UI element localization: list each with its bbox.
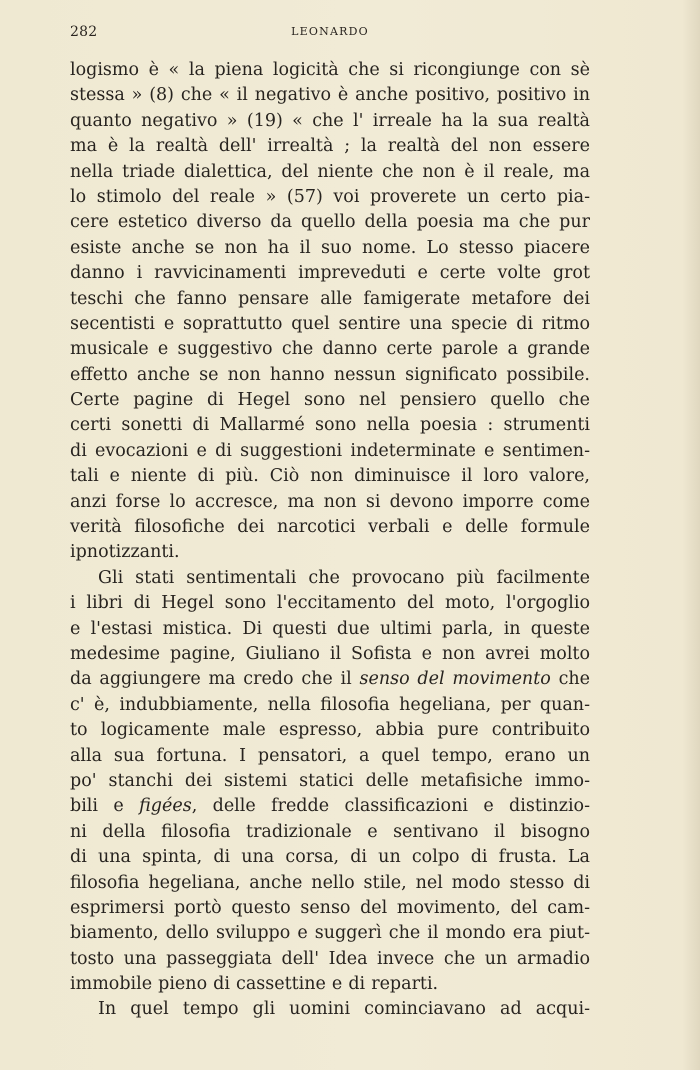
text-line: tosto una passeggiata dell' Idea invece che un armadio (70, 948, 590, 969)
text-line: esiste anche se non ha il suo nome. Lo stesso piacere (70, 237, 590, 258)
text-line: di una spinta, di una corsa, di un colpo di frusta. La (70, 847, 590, 868)
text-line: logismo è « la piena logicità che si ricongiunge con sè (70, 60, 590, 80)
text-line: ma è la realtà dell' irrealtà ; la realtà del non essere (70, 136, 590, 157)
page-header (70, 24, 590, 42)
text-line: di evocazioni e di suggestioni indeterminate e sentimen- (70, 440, 590, 461)
text-line: danno i ravvicinamenti impreveduti e certe volte grot (70, 263, 590, 284)
text-line: c' è, indubbiamente, nella filosofia hegeliana, per quan- (70, 694, 590, 715)
text-line: Certe pagine di Hegel sono nel pensiero quello che (70, 390, 590, 411)
text-line: lo stimolo del reale » (57) voi proverete un certo pia- (70, 186, 590, 207)
italic-word: figées (139, 796, 192, 817)
text-line: ipnotizzanti. (70, 542, 180, 563)
text-line: effetto anche se non hanno nessun significato possibile. (70, 364, 590, 385)
text-line: verità filosofiche dei narcotici verbali e delle formule (70, 517, 590, 538)
text-line: certi sonetti di Mallarmé sono nella poesia : strumenti (70, 415, 590, 436)
text-fragment: che (550, 669, 590, 690)
text-line: immobile pieno di cassettine e di reparti. (70, 974, 439, 995)
italic-phrase: senso del movimento (359, 669, 551, 690)
text-line: medesime pagine, Giuliano il Sofista e non avrei molto (70, 643, 590, 664)
text-line: nella triade dialettica, del niente che non è il reale, ma (70, 161, 590, 182)
text-fragment: da aggiungere ma credo che il (70, 669, 360, 690)
text-line: stessa » (8) che « il negativo è anche positivo, positivo in (70, 85, 590, 106)
text-line: anzi forse lo accresce, ma non si devono imporre come (70, 491, 590, 512)
paragraph-first-line: Gli stati sentimentali che provocano più facilmente (98, 567, 590, 588)
text-line: alla sua fortuna. I pensatori, a quel tempo, erano un (70, 745, 590, 766)
text-line-with-italic (70, 667, 590, 692)
text-line: secentisti e soprattutto quel sentire una specie di ritmo (70, 313, 590, 334)
text-line: to logicamente male espresso, abbia pure contribuito (70, 720, 590, 741)
text-line: musicale e suggestivo che danno certe parole a grande (70, 339, 590, 360)
running-head: LEONARDO (291, 25, 369, 38)
text-line: cere estetico diverso da quello della poesia ma che pur (70, 212, 590, 233)
paragraph-first-line: In quel tempo gli uomini cominciavano ad acqui- (98, 999, 590, 1020)
text-line: e l'estasi mistica. Di questi due ultimi parla, in queste (70, 618, 590, 639)
page-number: 282 (70, 24, 98, 40)
text-line: i libri di Hegel sono l'eccitamento del moto, l'orgoglio (70, 593, 590, 614)
text-line: biamento, dello sviluppo e suggerì che il mondo era piut- (70, 923, 590, 944)
text-line: filosofia hegeliana, anche nello stile, nel modo stesso di (70, 872, 590, 893)
text-line: po' stanchi dei sistemi statici delle metafisiche immo- (70, 770, 590, 791)
text-line: teschi che fanno pensare alle famigerate metafore dei (70, 288, 590, 309)
text-fragment: , delle fredde classificazioni e distinzio- (191, 796, 591, 817)
text-line-with-italic (70, 794, 590, 819)
body-text (70, 58, 590, 1023)
text-line: quanto negativo » (19) « che l' irreale ha la sua realtà (70, 110, 590, 131)
text-line: ni della filosofia tradizionale e sentivano il bisogno (70, 821, 590, 842)
text-line: tali e niente di più. Ciò non diminuisce il loro valore, (70, 466, 590, 487)
text-line: esprimersi portò questo senso del movimento, del cam- (70, 897, 590, 918)
text-fragment: bili e (70, 796, 140, 817)
